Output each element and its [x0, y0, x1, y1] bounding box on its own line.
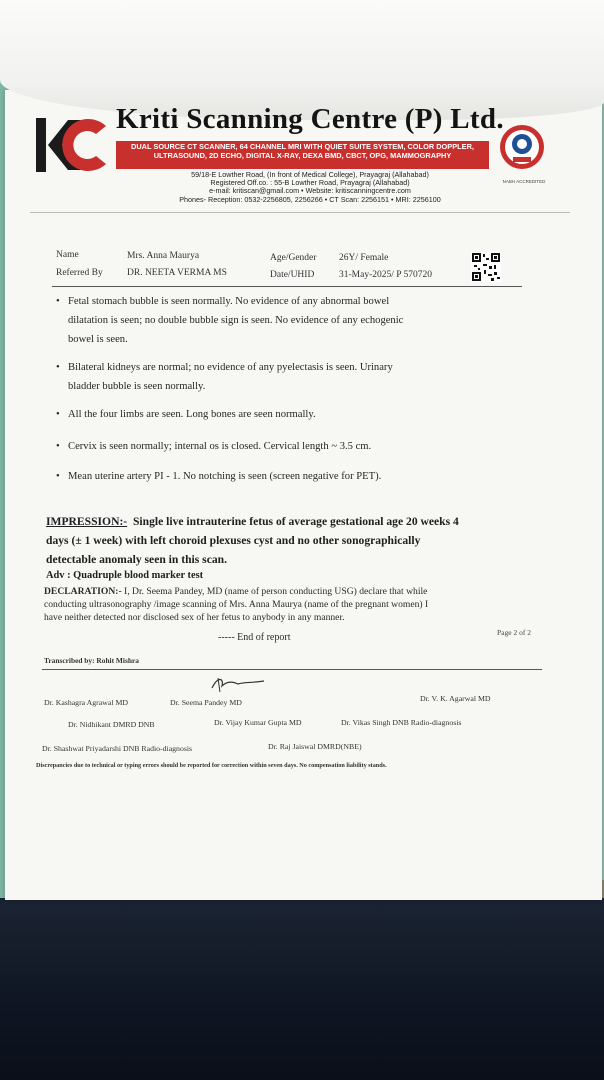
age-gender-value: 26Y/ Female [339, 253, 389, 263]
finding-text: All the four limbs are seen. Long bones are seen normally. [68, 409, 316, 420]
address-line-2: Registered Off.co. : 55-B Lowther Road, Prayagraj (Allahabad) [210, 178, 410, 188]
doctor-name: Dr. Vijay Kumar Gupta MD [214, 718, 302, 727]
company-name: Kriti Scanning Centre (P) Ltd. [116, 103, 504, 135]
qr-code-icon [471, 252, 501, 282]
finding-3 [56, 405, 508, 424]
doctor-name: Dr. Vikas Singh DNB Radio-diagnosis [341, 718, 462, 727]
referred-by-value: DR. NEETA VERMA MS [127, 268, 227, 278]
address-line-3: e-mail: kritiscan@gmail.com • Website: kritiscanningcentre.com [209, 186, 411, 196]
seal-caption: NABH ACCREDITED [502, 179, 546, 184]
bullet: • [56, 471, 60, 482]
company-logo-icon [36, 116, 108, 174]
services-banner [116, 141, 489, 169]
doctor-name: Dr. Kashagra Agrawal MD [44, 698, 129, 707]
doctor-name: Dr. Seema Pandey MD [170, 698, 242, 707]
finding-text: Mean uterine artery PI - 1. No notching is seen (screen negative for PET). [68, 471, 382, 482]
page-number: Page 2 of 2 [497, 628, 531, 637]
finding-text: Fetal stomach bubble is seen normally. No evidence of any abnormal bowel [68, 296, 390, 307]
impression-label: IMPRESSION:- [46, 515, 128, 528]
bullet: • [56, 441, 60, 452]
doctor-name: Dr. Shashwat Priyadarshi DNB Radio-diagnosis [42, 744, 193, 753]
doctor-name: Dr. Raj Jaiswal DMRD(NBE) [268, 742, 362, 751]
address-line-4: Phones- Reception: 0532-2256805, 2256266 • CT Scan: 2256151 • MRI: 2256100 [179, 194, 441, 204]
disclaimer: Discrepancies due to technical or typing errors should be reported for correction within seven days. No compensation liability stands. [36, 762, 387, 769]
services-line-2: ULTRASOUND, 2D ECHO, DIGITAL X-RAY, DEXA BMD, CBCT, OPG, MAMMOGRAPHY [153, 151, 452, 160]
bullet: • [56, 362, 60, 373]
finding-text: Bilateral kidneys are normal; no evidence of any pyelectasis is seen. Urinary [68, 362, 393, 373]
declaration [44, 585, 534, 624]
signature-divider [42, 669, 542, 670]
end-of-report: ----- End of report [218, 632, 291, 643]
age-gender-label: Age/Gender [270, 253, 317, 263]
finding-1 [56, 292, 508, 349]
patient-info-divider [52, 286, 522, 287]
name-label: Name [56, 250, 79, 260]
date-uhid-label: Date/UHID [270, 270, 315, 280]
declaration-label: DECLARATION:- [44, 586, 122, 597]
referred-by-label: Referred By [56, 268, 103, 278]
finding-text: Cervix is seen normally; internal os is closed. Cervical length ~ 3.5 cm. [68, 441, 372, 452]
declaration-line-3: have neither detected nor disclosed sex of her fetus to anybody in any manner. [44, 612, 345, 623]
finding-text: bladder bubble is seen normally. [68, 381, 206, 392]
services-line-1: DUAL SOURCE CT SCANNER, 64 CHANNEL MRI WITH QUIET SUITE SYSTEM, COLOR DOPPLER, [130, 142, 474, 151]
address-line-1: 59/18-E Lowther Road, (In front of Medical College), Prayagraj (Allahabad) [191, 170, 429, 179]
signature-icon [208, 672, 268, 694]
background-fabric [0, 898, 604, 1080]
date-uhid-value: 31-May-2025/ P 570720 [339, 270, 433, 280]
finding-4 [56, 437, 508, 456]
nabh-seal-icon [499, 124, 545, 170]
advice: Adv : Quadruple blood marker test [46, 570, 204, 581]
doctor-name: Dr. Nidhikant DMRD DNB [68, 720, 155, 729]
impression-line-1: Single live intrauterine fetus of average gestational age 20 weeks 4 [132, 515, 459, 528]
transcribed-by: Transcribed by: Rohit Mishra [44, 656, 139, 665]
bullet: • [56, 296, 60, 307]
impression [46, 512, 536, 569]
declaration-line-1: I, Dr. Seema Pandey, MD (name of person conducting USG) declare that while [124, 586, 428, 597]
bullet: • [56, 409, 60, 420]
curled-previous-page [0, 0, 604, 120]
doctor-name: Dr. V. K. Agarwal MD [420, 694, 491, 703]
finding-2 [56, 358, 508, 396]
finding-text: dilatation is seen; no double bubble sign is seen. No evidence of any echogenic [68, 315, 404, 326]
header-divider [30, 212, 570, 213]
finding-5 [56, 467, 508, 486]
finding-text: bowel is seen. [68, 334, 128, 345]
impression-line-2: days (± 1 week) with left choroid plexuses cyst and no other sonographically [46, 534, 421, 547]
company-address [130, 171, 490, 204]
impression-line-3: detectable anomaly seen in this scan. [46, 553, 227, 566]
name-value: Mrs. Anna Maurya [127, 251, 200, 261]
declaration-line-2: conducting ultrasonography /image scanning of Mrs. Anna Maurya (name of the pregnant women) I [44, 599, 429, 610]
